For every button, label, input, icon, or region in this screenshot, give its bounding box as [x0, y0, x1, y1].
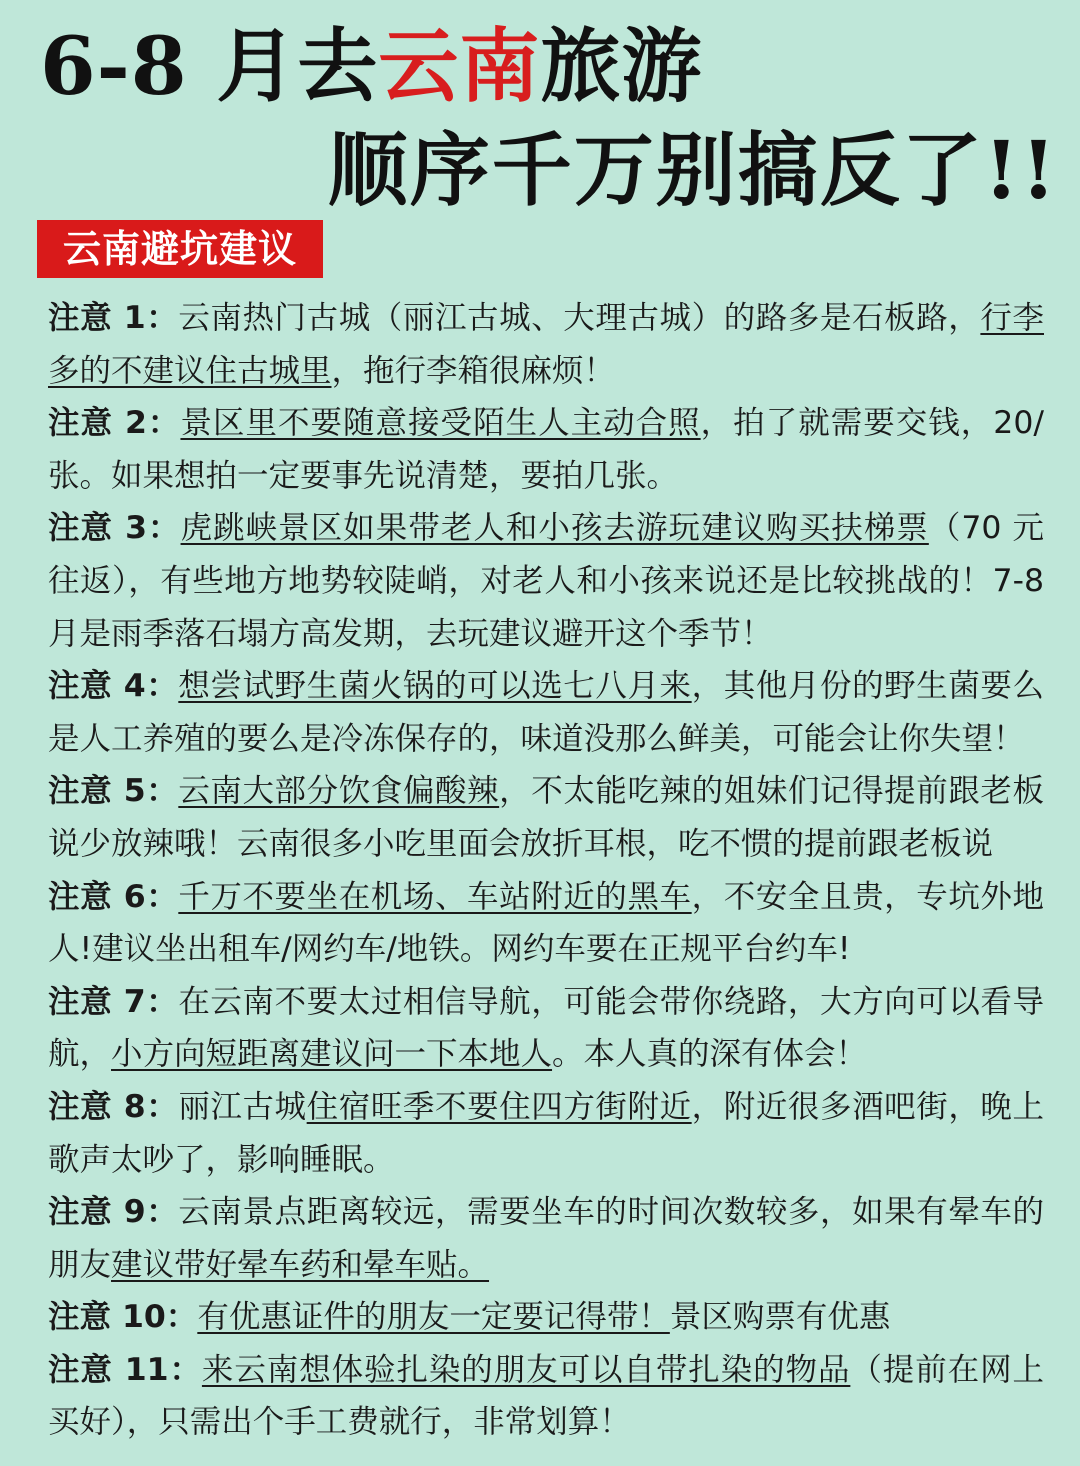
note-label: 注意 9：: [48, 1194, 179, 1231]
note-text: 。本人真的深有体会！: [552, 1036, 868, 1073]
note-label: 注意 3：: [48, 510, 181, 547]
notes-list: [48, 292, 1044, 1449]
note-text: ，拖行李箱很麻烦！: [331, 352, 616, 389]
note-item: [48, 502, 1044, 660]
note-text: 景区购票有优惠: [669, 1299, 891, 1336]
note-emphasis: 景区里不要随意接受陌生人主动合照: [180, 405, 701, 442]
note-item: [48, 292, 1044, 397]
note-label: 注意 10：: [48, 1299, 198, 1336]
note-text: 丽江古城: [178, 1088, 307, 1125]
note-label: 注意 7：: [48, 983, 179, 1020]
title-highlight: 云南: [378, 19, 541, 113]
note-emphasis: 有优惠证件的朋友一定要记得带！: [197, 1299, 670, 1336]
note-label: 注意 8：: [48, 1088, 179, 1125]
note-text: 云南景点距离较远，需要坐车的时间次数较多，如果有晕车的朋友: [48, 1194, 1044, 1283]
note-emphasis: 住宿旺季不要住四方街附近: [306, 1088, 692, 1125]
page-title-line-2: 顺序千万别搞反了!!: [327, 123, 1058, 217]
note-label: 注意 1：: [48, 300, 179, 336]
note-emphasis: 小方向短距离建议问一下本地人: [111, 1036, 553, 1073]
note-text: （提前在网上买好），只需出个手工费就行，非常划算！: [48, 1351, 1044, 1441]
note-text: 云南热门古城（丽江古城、大理古城）的路多是石板路，: [178, 300, 981, 336]
note-item: [48, 1081, 1044, 1186]
note-item: [48, 765, 1044, 870]
note-emphasis: 来云南想体验扎染的朋友可以自带扎染的物品: [201, 1351, 851, 1388]
note-emphasis: 建议带好晕车药和晕车贴。: [111, 1246, 490, 1283]
note-label: 注意 4：: [48, 668, 179, 705]
note-text: ，其他月份的野生菌要么是人工养殖的要么是冷冻保存的，味道没那么鲜美，可能会让你失望！: [48, 668, 1044, 757]
note-text: ，不太能吃辣的姐妹们记得提前跟老板说少放辣哦！云南很多小吃里面会放折耳根，吃不惯的提前跟老板说: [48, 773, 1044, 862]
title-part-1: 6-8 月去: [40, 19, 379, 113]
note-emphasis: 想尝试野生菌火锅的可以选七八月来: [178, 668, 692, 705]
note-text: （70 元往返），有些地方地势较陡峭，对老人和小孩来说还是比较挑战的！7-8 月是雨季落石塌方高发期，去玩建议避开这个季节！: [48, 510, 1044, 652]
note-label: 注意 2：: [48, 405, 181, 442]
note-emphasis: 虎跳峡景区如果带老人和小孩去游玩建议购买扶梯票: [180, 510, 929, 547]
note-item: [48, 976, 1044, 1081]
note-text: 在云南不要太过相信导航，可能会带你绕路，大方向可以看导航，: [48, 983, 1044, 1073]
note-item: [48, 1344, 1044, 1449]
page-title-line-1: [40, 18, 702, 114]
note-text: ，不安全且贵，专坑外地人!建议坐出租车/网约车/地铁。网约车要在正规平台约车!: [48, 878, 1044, 968]
note-emphasis: 千万不要坐在机场、车站附近的黑车: [178, 878, 692, 915]
note-emphasis: 云南大部分饮食偏酸辣: [178, 773, 500, 810]
note-text: ，附近很多酒吧街，晚上歌声太吵了，影响睡眠。: [48, 1088, 1044, 1178]
note-label: 注意 6：: [48, 878, 179, 915]
section-badge: 云南避坑建议: [37, 220, 323, 278]
note-item: [48, 871, 1044, 976]
note-item: [48, 397, 1044, 502]
note-item: [48, 1186, 1044, 1291]
title-part-2: 旅游: [540, 19, 703, 113]
note-label: 注意 5：: [48, 773, 179, 810]
note-text: ，拍了就需要交钱，20/张。如果想拍一定要事先说清楚，要拍几张。: [48, 405, 1044, 494]
note-item: [48, 1291, 1044, 1344]
note-label: 注意 11：: [48, 1351, 202, 1388]
note-item: [48, 660, 1044, 765]
note-emphasis: 行李多的不建议住古城里: [48, 300, 1044, 389]
